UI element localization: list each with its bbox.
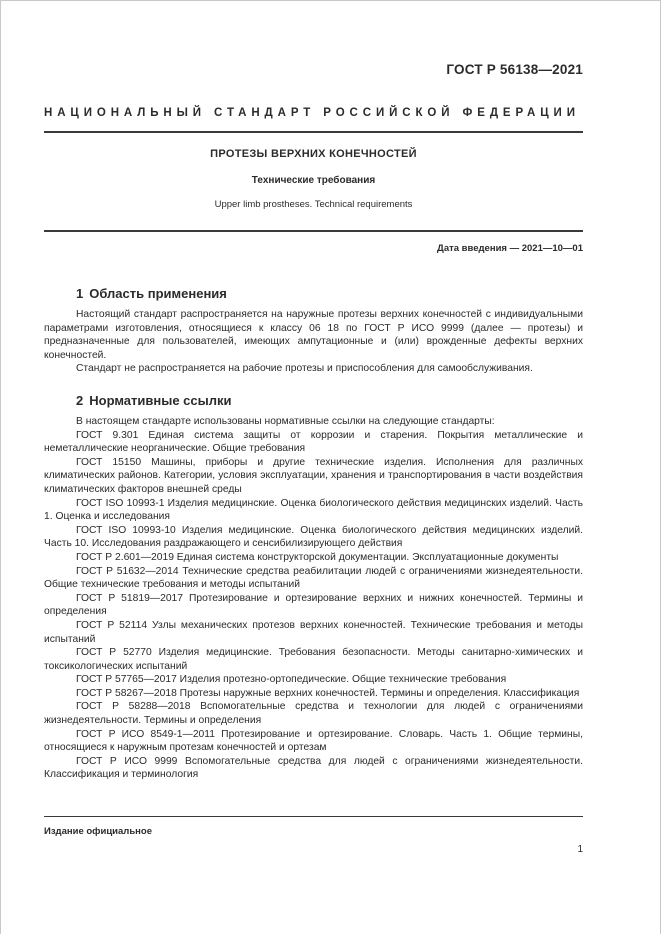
document-title-english: Upper limb prostheses. Technical requirements — [214, 199, 413, 210]
edition-label: Издание официальное — [44, 826, 152, 837]
reference-item: ГОСТ 9.301 Единая система защиты от коррозии и старения. Покрытия металлические и неметаллические неорганические. Общие требования — [44, 429, 583, 455]
introduction-date: Дата введения — 2021—10—01 — [437, 243, 583, 254]
reference-item: ГОСТ Р 57765—2017 Изделия протезно-ортопедические. Общие технические требования — [76, 674, 507, 686]
section-title: Нормативные ссылки — [89, 393, 232, 408]
document-code: ГОСТ Р 56138—2021 — [446, 62, 583, 77]
reference-item: ГОСТ 15150 Машины, приборы и другие технические изделия. Исполнения для различных климатических районов. Категории, условия эксплуатации, хранения и транспортирования в части воздействия климатических факторов внешней среды — [44, 456, 583, 495]
reference-item: ГОСТ Р 2.601—2019 Единая система конструкторской документации. Эксплуатационные документы — [76, 551, 559, 563]
scope-paragraph: Настоящий стандарт распространяется на наружные протезы верхних конечностей с индивидуальными параметрами изготовления, относящиеся к классу 06 18 по ГОСТ Р ИСО 9999 (далее — протезы) и предназначенные для пользователей, имеющих ампутационные и (или) врожденные дефекты верхних конечностей. — [44, 309, 583, 361]
section-scope — [44, 286, 583, 376]
footer-rule — [44, 816, 583, 817]
scope-paragraph: Стандарт не распространяется на рабочие протезы и приспособления для самообслуживания. — [76, 363, 533, 375]
section-number: 2 — [76, 393, 84, 408]
reference-item: ГОСТ Р 52770 Изделия медицинские. Требования безопасности. Методы санитарно-химических и токсикологических испытаний — [44, 647, 583, 672]
reference-item: ГОСТ Р 51819—2017 Протезирование и ортезирование верхних и нижних конечностей. Термины и определения — [44, 592, 583, 618]
page-number: 1 — [577, 844, 583, 855]
document-title: ПРОТЕЗЫ ВЕРХНИХ КОНЕЧНОСТЕЙ — [210, 148, 417, 160]
section-number: 1 — [76, 286, 84, 301]
reference-item: ГОСТ ISO 10993-1 Изделия медицинские. Оценка биологического действия медицинских изделий. Часть 1. Оценка и исследования — [44, 497, 583, 523]
header-rule — [44, 131, 583, 133]
reference-item: ГОСТ Р 52114 Узлы механических протезов верхних конечностей. Технические требования и методы испытаний — [44, 619, 583, 645]
document-subtitle: Технические требования — [251, 175, 376, 186]
section-heading — [44, 393, 583, 409]
reference-item: ГОСТ Р 58267—2018 Протезы наружные верхних конечностей. Термины и определения. Классификация — [76, 687, 580, 699]
reference-item: ГОСТ ISO 10993-10 Изделия медицинские. Оценка биологического действия медицинских изделий. Часть 10. Исследования раздражающего и сенсибилизирующего действия — [44, 524, 583, 550]
section-heading — [44, 286, 583, 302]
references-intro: В настоящем стандарте использованы нормативные ссылки на следующие стандарты: — [76, 416, 495, 427]
section-title: Область применения — [89, 286, 227, 301]
national-standard-heading: НАЦИОНАЛЬНЫЙ СТАНДАРТ РОССИЙСКОЙ ФЕДЕРАЦИИ — [44, 107, 580, 119]
reference-item: ГОСТ Р ИСО 8549-1—2011 Протезирование и ортезирование. Словарь. Часть 1. Общие термины, относящиеся к наружным протезам конечностей и ортезам — [44, 728, 583, 754]
section-normative-references — [44, 393, 583, 782]
reference-item: ГОСТ Р ИСО 9999 Вспомогательные средства для людей с ограничениями жизнедеятельности. Классификация и терминология — [44, 755, 583, 781]
reference-item: ГОСТ Р 51632—2014 Технические средства реабилитации людей с ограничениями жизнедеятельности. Общие технические требования и методы испытаний — [44, 565, 583, 591]
title-rule — [44, 230, 583, 232]
reference-item: ГОСТ Р 58288—2018 Вспомогательные средства и технологии для людей с ограничениями жизнедеятельности. Термины и определения — [44, 701, 583, 727]
